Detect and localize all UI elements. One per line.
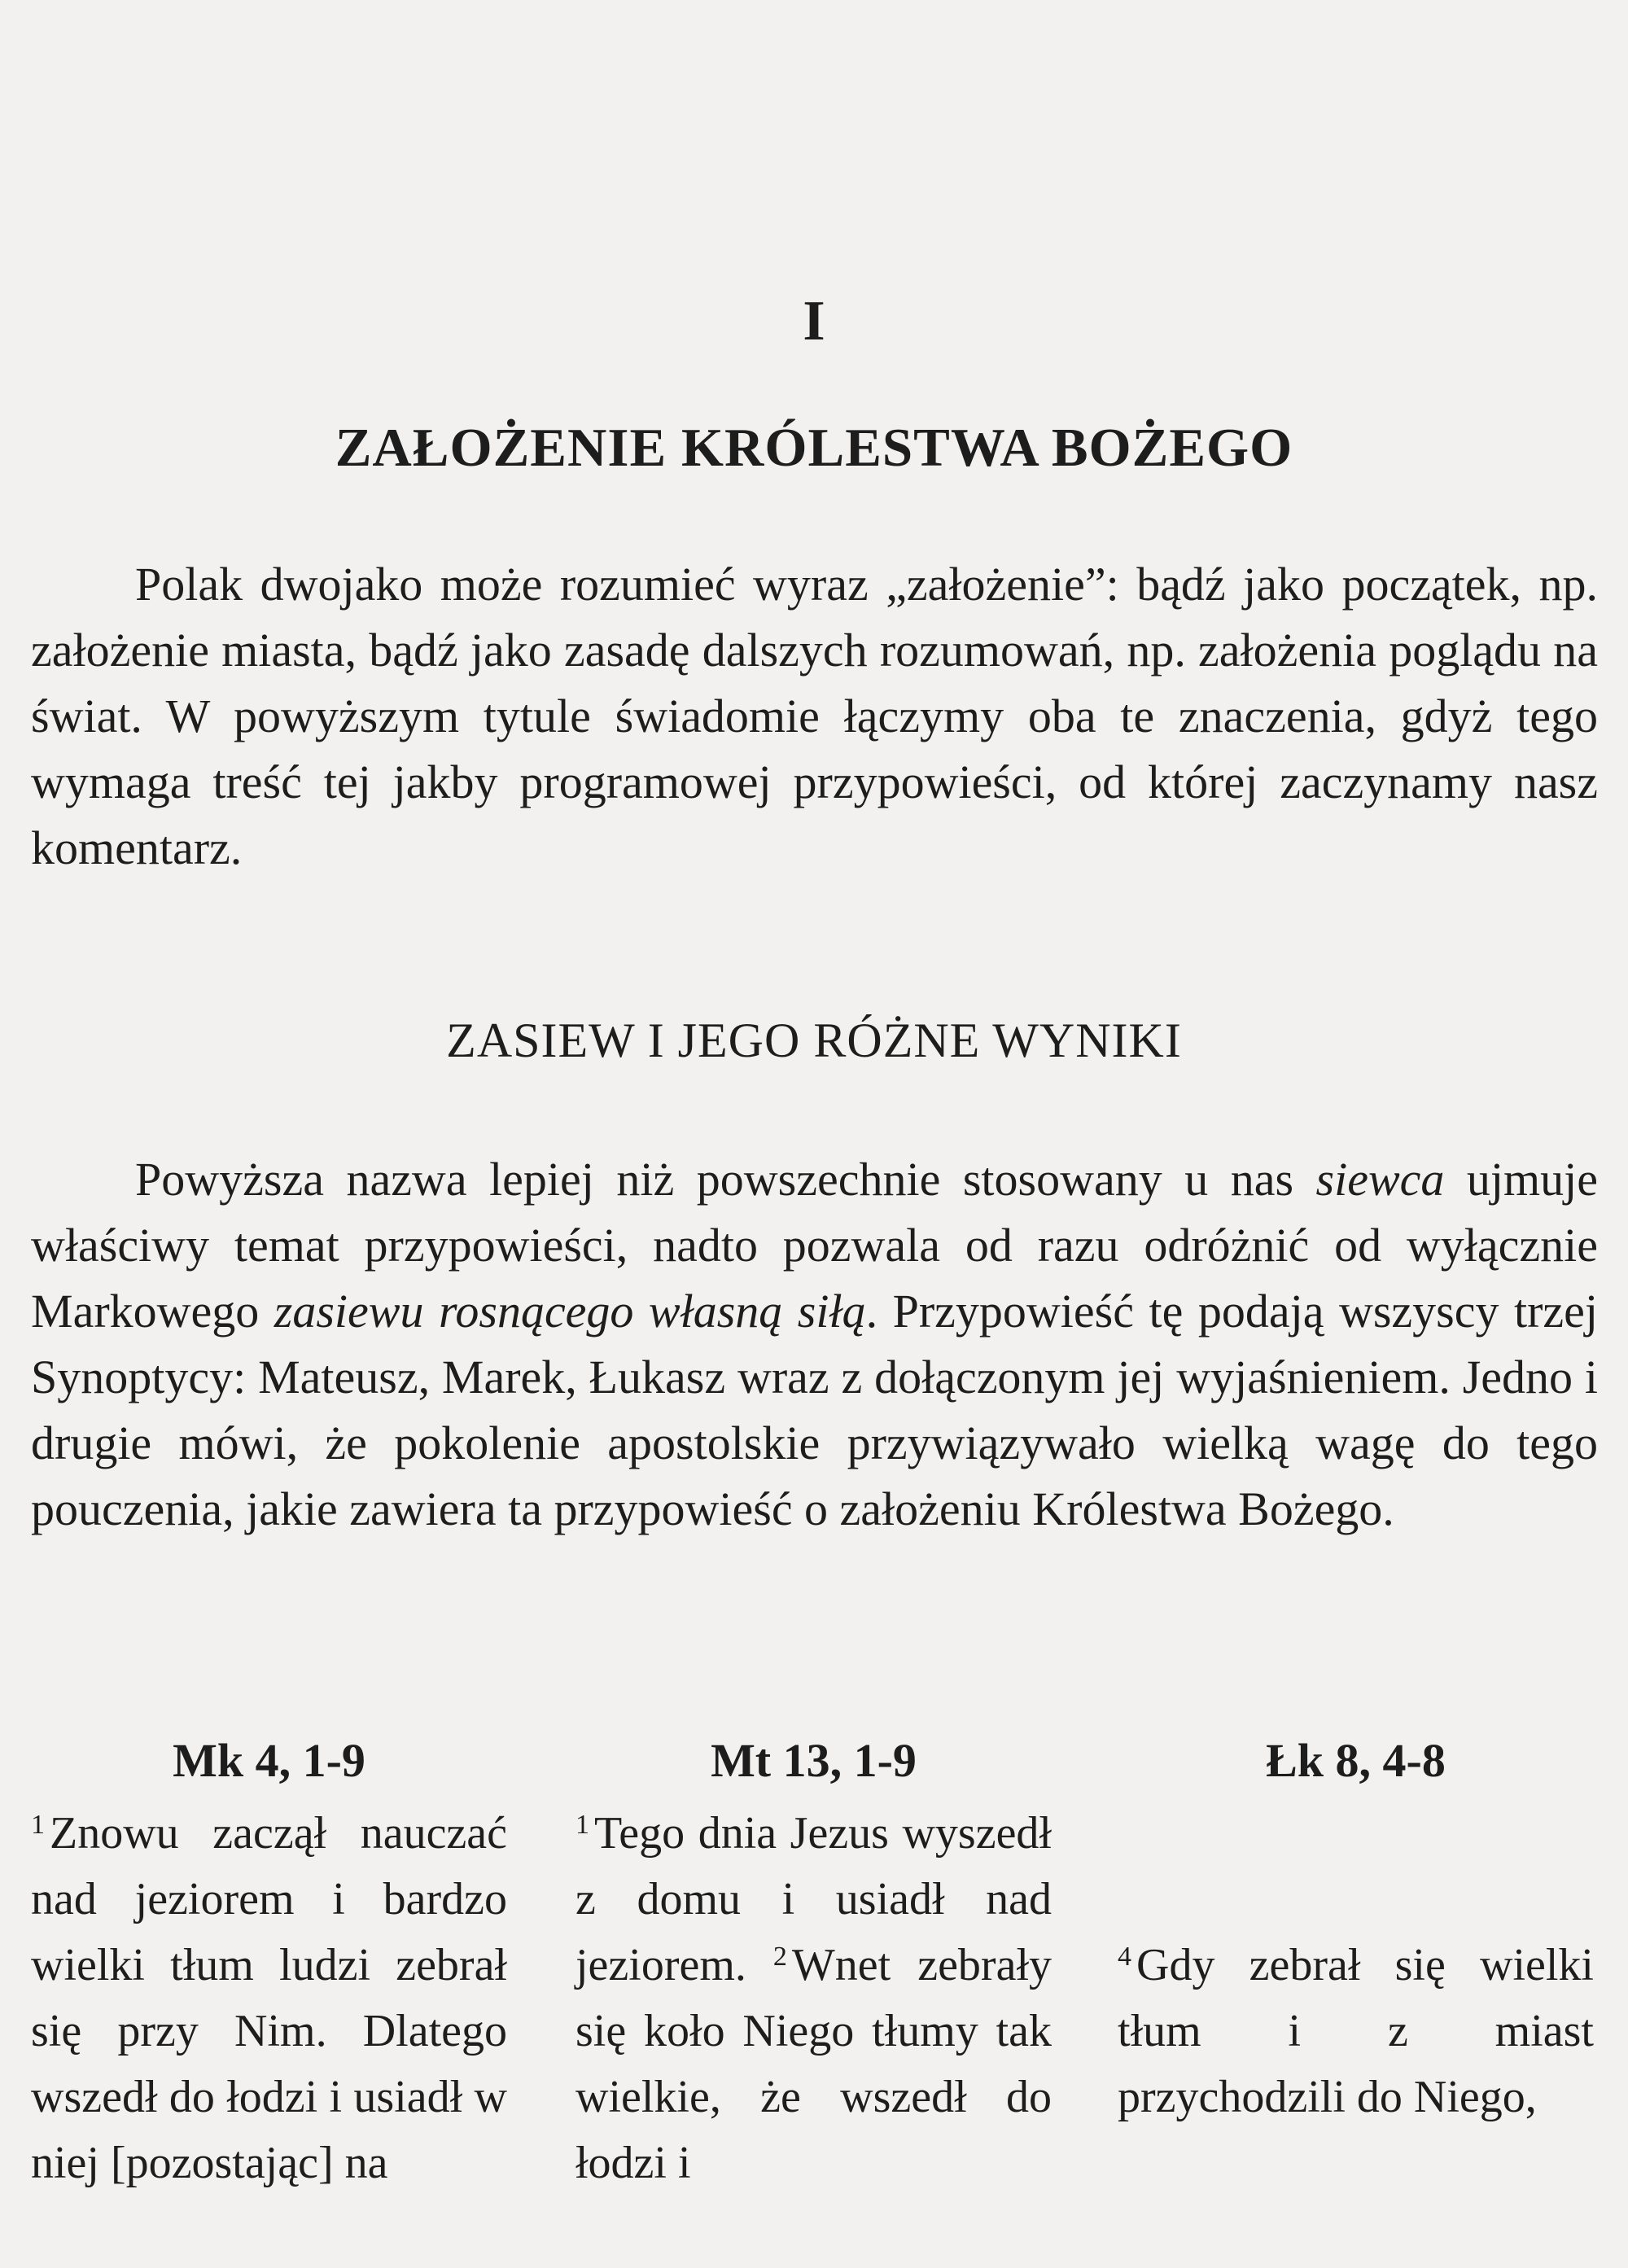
column-mark-text xyxy=(31,1801,507,2196)
column-luke-text xyxy=(1118,1933,1594,2130)
verse-text: Gdy zebrał się wielki tłum i z miast przychodzili do Niego, xyxy=(1118,1940,1594,2122)
section-paragraph-italic-1: siewca xyxy=(1315,1153,1445,1206)
column-matthew-text xyxy=(575,1801,1052,2196)
verse-text: Znowu zaczął nauczać nad jeziorem i bardzo wielki tłum ludzi zebrał się przy Nim. Dlatego wszedł do łodzi i usiadł w niej [pozostając] na xyxy=(31,1808,507,2188)
verse-text: Tego dnia Jezus wyszedł z domu i usiadł nad jeziorem. xyxy=(575,1808,1052,1990)
verse-number: 2 xyxy=(772,1942,787,1972)
section-paragraph-text-2: ujmuje właściwy temat przypowieści, nadto pozwala od razu odróżnić od wyłącznie Markowego xyxy=(31,1153,1598,1338)
column-matthew-heading: Mt 13, 1-9 xyxy=(711,1734,917,1787)
section-paragraph-italic-2: zasiewu rosnącego własną siłą xyxy=(274,1285,866,1338)
part-number: I xyxy=(803,290,825,352)
verse-number: 1 xyxy=(575,1810,589,1840)
column-mark xyxy=(31,1732,507,2196)
column-luke xyxy=(1118,1732,1594,2130)
verse-text: Wnet zebrały się koło Niego tłumy tak wielkie, że wszedł do łodzi i xyxy=(575,1940,1052,2188)
verse-number: 1 xyxy=(31,1810,45,1840)
intro-paragraph: Polak dwojako może rozumieć wyraz „założenie”: bądź jako początek, np. założenie miasta, bądź jako zasadę dalszych rozumowań, np. założenia poglądu na świat. W powyższym tytule świadomie łączymy oba te znaczenia, gdyż tego wymaga treść tej jakby programowej przypowieści, od której zaczynamy nasz komentarz. xyxy=(31,558,1598,874)
section-title: ZASIEW I JEGO RÓŻNE WYNIKI xyxy=(446,1014,1182,1067)
column-luke-heading: Łk 8, 4-8 xyxy=(1266,1734,1446,1787)
synoptic-columns xyxy=(31,1732,1598,2261)
part-title: ZAŁOŻENIE KRÓLESTWA BOŻEGO xyxy=(335,418,1293,478)
section-paragraph-text-1: Powyższa nazwa lepiej niż powszechnie stosowany u nas xyxy=(135,1153,1316,1206)
verse-number: 4 xyxy=(1118,1942,1131,1972)
section-paragraph xyxy=(31,1146,1598,1542)
column-mark-heading: Mk 4, 1-9 xyxy=(173,1734,365,1787)
section-paragraph-text-3: . Przypowieść tę podają wszyscy trzej Synoptycy: Mateusz, Marek, Łukasz wraz z dołączonym jej wyjaśnieniem. Jedno i drugie mówi, że pokolenie apostolskie przywiązywało wielką wagę do tego pouczenia, jakie zawiera ta przypowieść o założeniu Królestwa Bożego. xyxy=(31,1285,1598,1535)
column-matthew xyxy=(575,1732,1052,2196)
